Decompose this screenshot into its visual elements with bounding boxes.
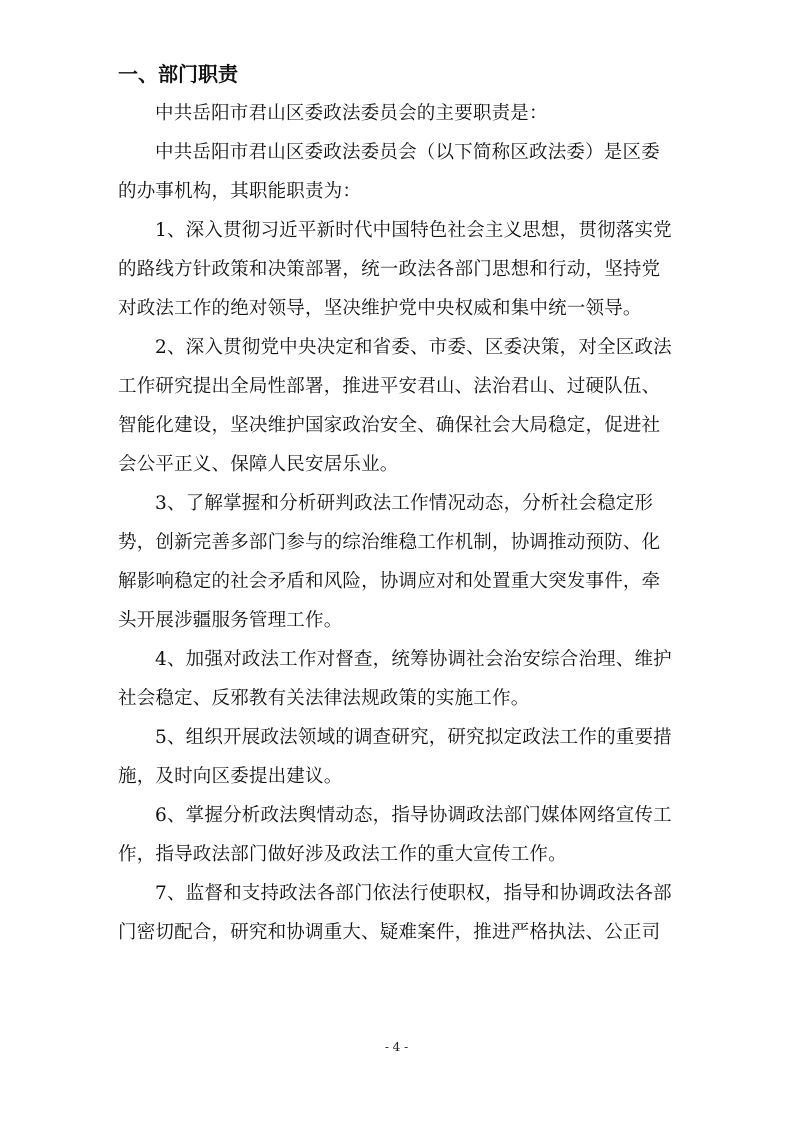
paragraph-line: 4、加强对政法工作对督查，统筹协调社会治安综合治理、维护	[155, 649, 672, 670]
paragraph-line: 智能化建设，坚决维护国家政治安全、确保社会大局稳定，促进社	[118, 415, 661, 436]
paragraph	[118, 718, 678, 796]
paragraph	[118, 94, 678, 133]
paragraph-line: 工作研究提出全局性部署，推进平安君山、法治君山、过硬队伍、	[118, 376, 661, 397]
paragraph	[118, 640, 678, 718]
paragraph	[118, 874, 678, 952]
paragraph-line: 3、了解掌握和分析研判政法工作情况动态，分析社会稳定形	[155, 493, 654, 514]
paragraph-line: 门密切配合，研究和协调重大、疑难案件，推进严格执法、公正司	[118, 922, 661, 943]
paragraph-line: 社会稳定、反邪教有关法律法规政策的实施工作。	[118, 688, 530, 709]
paragraph-line: 对政法工作的绝对领导，坚决维护党中央权威和集中统一领导。	[118, 298, 642, 319]
paragraph-line: 的路线方针政策和决策部署，统一政法各部门思想和行动，坚持党	[118, 259, 661, 280]
paragraph	[118, 796, 678, 874]
paragraph-line: 解影响稳定的社会矛盾和风险，协调应对和处置重大突发事件，牵	[118, 571, 661, 592]
page-content	[118, 55, 678, 952]
paragraph	[118, 484, 678, 640]
paragraph	[118, 211, 678, 328]
paragraph-line: 会公平正义、保障人民安居乐业。	[118, 454, 399, 475]
paragraph	[118, 328, 678, 484]
paragraph-line: 的办事机构，其职能职责为：	[118, 181, 362, 202]
section-heading: 一、部门职责	[118, 62, 238, 86]
paragraph-line: 中共岳阳市君山区委政法委员会（以下简称区政法委）是区委	[155, 142, 660, 163]
paragraph-line: 施，及时向区委提出建议。	[118, 766, 343, 787]
paragraph-line: 1、深入贯彻习近平新时代中国特色社会主义思想，贯彻落实党	[155, 220, 672, 241]
paragraph-line: 5、组织开展政法领域的调查研究，研究拟定政法工作的重要措	[155, 727, 672, 748]
page-number: - 4 -	[384, 1040, 409, 1054]
paragraph-line: 7、监督和支持政法各部门依法行使职权，指导和协调政法各部	[155, 883, 672, 904]
paragraph-line: 6、掌握分析政法舆情动态，指导协调政法部门媒体网络宣传工	[155, 805, 672, 826]
paragraph	[118, 133, 678, 211]
paragraph-line: 中共岳阳市君山区委政法委员会的主要职责是：	[155, 103, 548, 124]
paragraph-line: 头开展涉疆服务管理工作。	[118, 610, 343, 631]
paragraph-list	[118, 94, 678, 952]
paragraph-line: 作，指导政法部门做好涉及政法工作的重大宣传工作。	[118, 844, 567, 865]
paragraph-line: 势，创新完善多部门参与的综治维稳工作机制，协调推动预防、化	[118, 532, 661, 553]
paragraph-line: 2、深入贯彻党中央决定和省委、市委、区委决策，对全区政法	[155, 337, 672, 358]
